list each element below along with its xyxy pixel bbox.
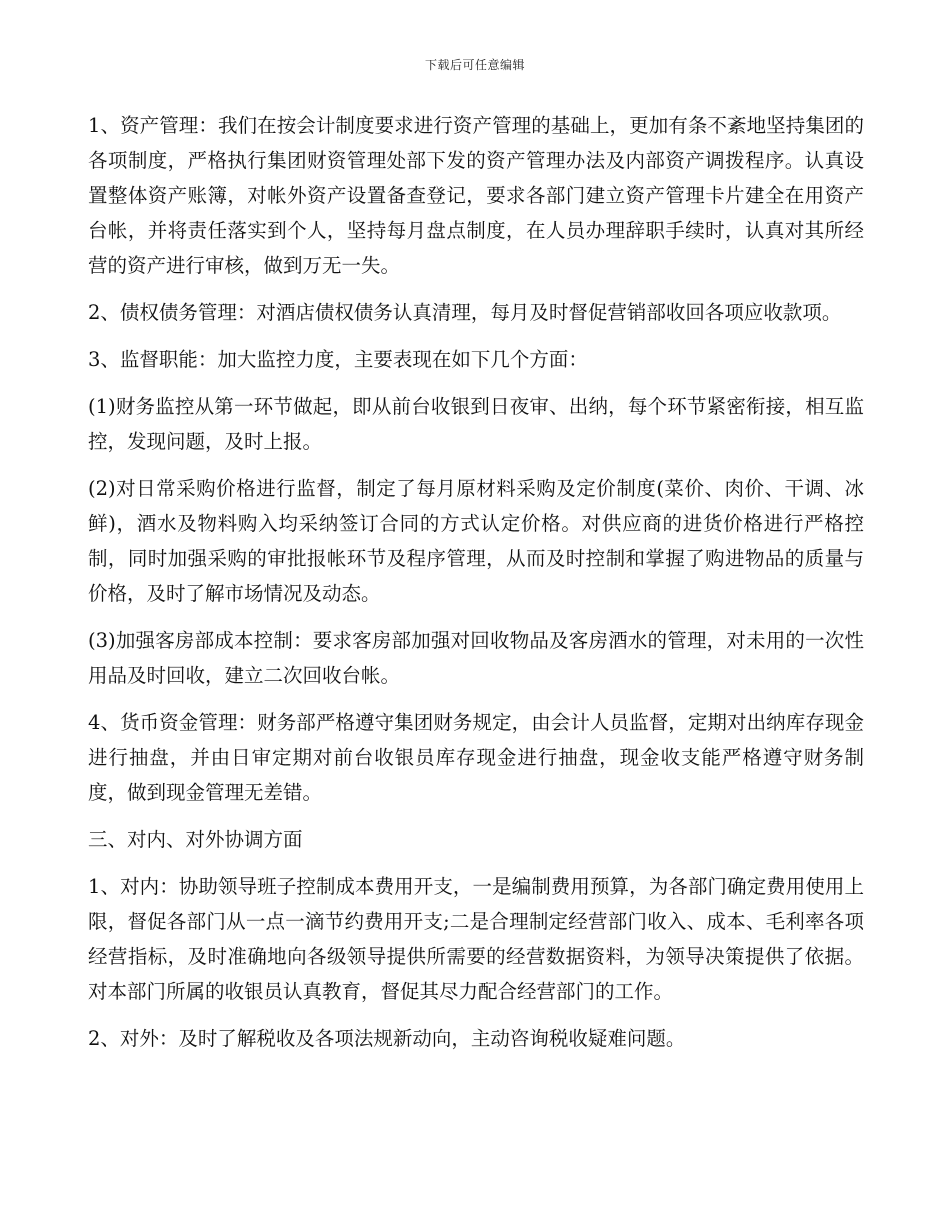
paragraph-asset-management: 1、资产管理：我们在按会计制度要求进行资产管理的基础上，更加有条不紊地坚持集团的各项制度，严格执行集团财资管理处部下发的资产管理办法及内部资产调拨程序。认真设置整体资产账簿，对帐外资产设置备查登记，要求各部门建立资产管理卡片建全在用资产台帐，并将责任落实到个人，坚持每月盘点制度，在人员办理辞职手续时，认真对其所经营的资产进行审核，做到万无一失。: [88, 114, 864, 277]
paragraph-supervision: 3、监督职能：加大监控力度，主要表现在如下几个方面：: [88, 348, 588, 371]
paragraph-debt-management: 2、债权债务管理：对酒店债权债务认真清理，每月及时督促营销部收回各项应收款项。: [88, 301, 842, 324]
paragraph-supervision-item-2: (2)对日常采购价格进行监督，制定了每月原材料采购及定价制度(菜价、肉价、干调、冰鲜)，酒水及物料购入均采纳签订合同的方式认定价格。对供应商的进货价格进行严格控制，同时加强采购的审批报帐环节及程序管理，从而及时控制和掌握了购进物品的质量与价格，及时了解市场情况及动态。: [88, 477, 864, 605]
paragraph-external-coordination: 2、对外：及时了解税收及各项法规新动向，主动咨询税收疑难问题。: [88, 1027, 686, 1050]
paragraph-supervision-item-3: (3)加强客房部成本控制：要求客房部加强对回收物品及客房酒水的管理，对未用的一次性用品及时回收，建立二次回收台帐。: [88, 629, 864, 687]
document-body: [88, 108, 864, 1068]
page-header: 下载后可任意编辑: [424, 58, 525, 72]
section-heading-coordination: 三、对内、对外协调方面: [88, 828, 303, 851]
paragraph-cash-management: 4、货币资金管理：财务部严格遵守集团财务规定，由会计人员监督，定期对出纳库存现金进行抽盘，并由日审定期对前台收银员库存现金进行抽盘，现金收支能严格遵守财务制度，做到现金管理无差错。: [88, 711, 864, 804]
paragraph-supervision-item-1: (1)财务监控从第一环节做起，即从前台收银到日夜审、出纳，每个环节紧密衔接，相互监控，发现问题，及时上报。: [88, 395, 864, 453]
paragraph-internal-coordination: 1、对内：协助领导班子控制成本费用开支，一是编制费用预算，为各部门确定费用使用上限，督促各部门从一点一滴节约费用开支;二是合理制定经营部门收入、成本、毛利率各项经营指标，及时准确地向各级领导提供所需要的经营数据资料，为领导决策提供了依据。对本部门所属的收银员认真教育，督促其尽力配合经营部门的工作。: [88, 875, 864, 1003]
